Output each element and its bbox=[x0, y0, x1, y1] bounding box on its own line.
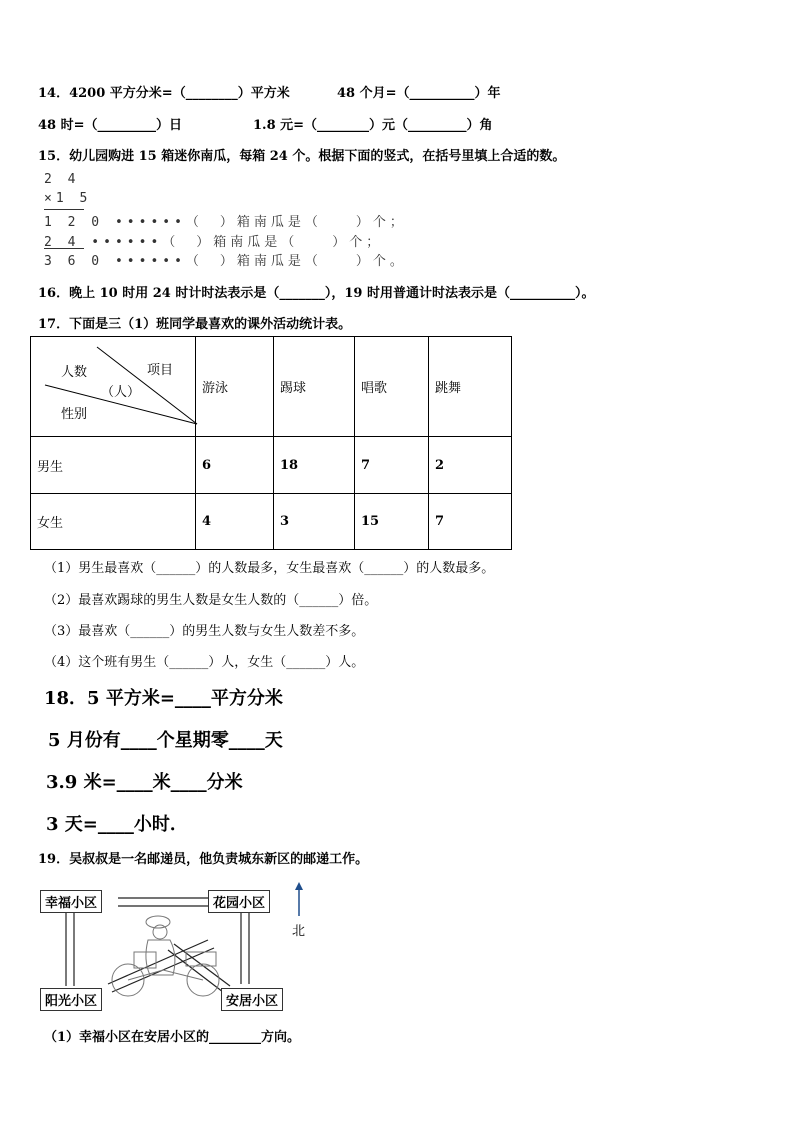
place-xingfu: 幸福小区 bbox=[40, 890, 102, 913]
cell: 4 bbox=[196, 494, 274, 550]
q17-sub-1: （1）男生最喜欢（______）的人数最多，女生最喜欢（______）的人数最多。 bbox=[44, 561, 495, 576]
q14-part-c: 48 时=（_________）日 bbox=[38, 118, 183, 133]
q17-sub-2: （2）最喜欢踢球的男生人数是女生人数的（______）倍。 bbox=[44, 593, 378, 608]
q16-text: 16．晚上 10 时用 24 时计时法表示是（_______），19 时用普通计时法表示是（__________）。 bbox=[38, 286, 595, 301]
diag-label-bottom: 性别 bbox=[61, 407, 88, 422]
q18-line-4: 3 天=____小时． bbox=[46, 814, 188, 835]
calc-line-2: ×1 5 bbox=[44, 191, 92, 206]
row-label-boys: 男生 bbox=[31, 437, 196, 494]
stats-table bbox=[30, 336, 512, 550]
col-header-sing: 唱歌 bbox=[355, 337, 429, 437]
q14-part-b: 48 个月=（__________）年 bbox=[337, 86, 501, 101]
calc-rule bbox=[44, 209, 84, 210]
calc-line-4: 2 4 ••••••（ ）箱南瓜是（ ）个； bbox=[44, 235, 384, 250]
q17-text: 17．下面是三（1）班同学最喜欢的课外活动统计表。 bbox=[38, 317, 352, 332]
q17-sub-3: （3）最喜欢（______）的男生人数与女生人数差不多。 bbox=[44, 624, 365, 639]
place-yangguang: 阳光小区 bbox=[40, 988, 102, 1011]
q15-text: 15．幼儿园购进 15 箱迷你南瓜，每箱 24 个。根据下面的竖式，在括号里填上合适的数。 bbox=[38, 149, 566, 164]
q19-text: 19．吴叔叔是一名邮递员，他负责城东新区的邮递工作。 bbox=[38, 852, 369, 867]
calc-line-1: 2 4 bbox=[44, 172, 80, 187]
cell: 6 bbox=[196, 437, 274, 494]
q18-line-1: 18．5 平方米=____平方分米 bbox=[44, 688, 283, 709]
calc-rule-2 bbox=[44, 248, 84, 249]
cell: 3 bbox=[274, 494, 355, 550]
diag-label-mid: 人数 bbox=[61, 365, 88, 380]
cell: 7 bbox=[429, 494, 512, 550]
table-row bbox=[31, 437, 512, 494]
col-header-football: 踢球 bbox=[274, 337, 355, 437]
table-header-row bbox=[31, 337, 512, 437]
diag-label-unit: （人） bbox=[101, 385, 141, 400]
postman-illustration bbox=[112, 916, 219, 996]
diagonal-header-cell bbox=[31, 337, 196, 437]
row-label-girls: 女生 bbox=[31, 494, 196, 550]
cell: 15 bbox=[355, 494, 429, 550]
q18-line-2: 5 月份有____个星期零____天 bbox=[48, 730, 283, 751]
col-header-swim: 游泳 bbox=[196, 337, 274, 437]
cell: 7 bbox=[355, 437, 429, 494]
q17-sub-4: （4）这个班有男生（______）人，女生（______）人。 bbox=[44, 655, 365, 670]
q19-sub-1: （1）幸福小区在安居小区的________方向。 bbox=[44, 1030, 301, 1045]
q18-line-3: 3.9 米=____米____分米 bbox=[46, 772, 243, 793]
north-label: 北 bbox=[292, 924, 306, 939]
q14-part-a: 14．4200 平方分米=（________）平方米 bbox=[38, 86, 290, 101]
calc-line-3: 1 2 0 ••••••（ ）箱南瓜是（ ）个； bbox=[44, 215, 407, 230]
diag-label-top: 项目 bbox=[147, 363, 174, 378]
table-row bbox=[31, 494, 512, 550]
cell: 2 bbox=[429, 437, 512, 494]
place-huayuan: 花园小区 bbox=[208, 890, 270, 913]
place-anju: 安居小区 bbox=[221, 988, 283, 1011]
cell: 18 bbox=[274, 437, 355, 494]
q14-part-d: 1.8 元=（________）元（_________）角 bbox=[253, 118, 493, 133]
north-arrow-icon bbox=[292, 882, 306, 918]
col-header-dance: 跳舞 bbox=[429, 337, 512, 437]
calc-line-5: 3 6 0 ••••••（ ）箱南瓜是（ ）个。 bbox=[44, 254, 407, 269]
